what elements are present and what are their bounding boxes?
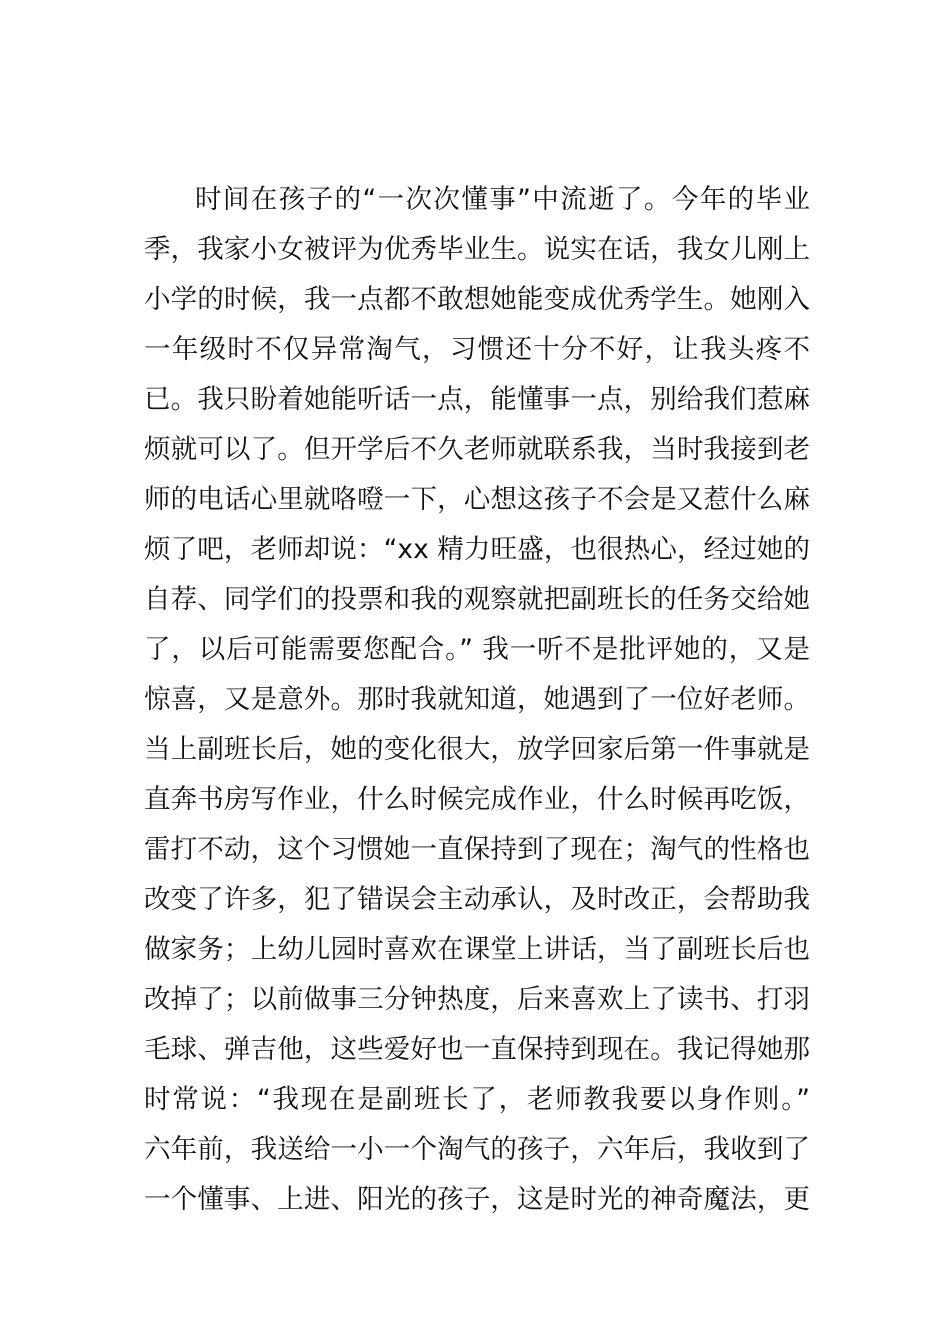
text-line: 师的电话心里就咯噔一下，心想这孩子不会是又惹什么麻 [144,484,810,515]
text-line: 已。我只盼着她能听话一点，能懂事一点，别给我们惹麻 [144,384,810,415]
text-line: 做家务；上幼儿园时喜欢在课堂上讲话，当了副班长后也 [144,934,810,965]
text-line: 时间在孩子的“一次次懂事”中流逝了。今年的毕业 [195,184,810,215]
text-line: 季，我家小女被评为优秀毕业生。说实在话，我女儿刚上 [144,234,810,265]
text-line: 当上副班长后，她的变化很大，放学回家后第一件事就是 [144,734,810,765]
text-line: 改掉了；以前做事三分钟热度，后来喜欢上了读书、打羽 [144,984,810,1015]
text-line: 惊喜，又是意外。那时我就知道，她遇到了一位好老师。 [144,684,810,715]
text-line: 毛球、弹吉他，这些爱好也一直保持到现在。我记得她那 [144,1034,810,1065]
text-line: 了，以后可能需要您配合。” 我一听不是批评她的，又是 [144,634,810,665]
text-line: 一个懂事、上进、阳光的孩子，这是时光的神奇魔法，更 [144,1184,810,1215]
text-line: 烦就可以了。但开学后不久老师就联系我，当时我接到老 [144,434,810,465]
text-line: 改变了许多，犯了错误会主动承认，及时改正，会帮助我 [144,884,810,915]
text-line: 六年前，我送给一小一个淘气的孩子，六年后，我收到了 [144,1134,810,1165]
text-line: 一年级时不仅异常淘气，习惯还十分不好，让我头疼不 [144,334,810,365]
text-line: 小学的时候，我一点都不敢想她能变成优秀学生。她刚入 [144,284,810,315]
text-line: 雷打不动，这个习惯她一直保持到了现在；淘气的性格也 [144,834,810,865]
body-paragraph [144,175,810,1225]
text-line: 直奔书房写作业，什么时候完成作业，什么时候再吃饭， [144,784,810,815]
text-line: 烦了吧，老师却说：“xx 精力旺盛，也很热心，经过她的 [144,534,810,565]
text-line: 自荐、同学们的投票和我的观察就把副班长的任务交给她 [144,584,810,615]
text-line: 时常说：“我现在是副班长了，老师教我要以身作则。” [144,1084,810,1115]
